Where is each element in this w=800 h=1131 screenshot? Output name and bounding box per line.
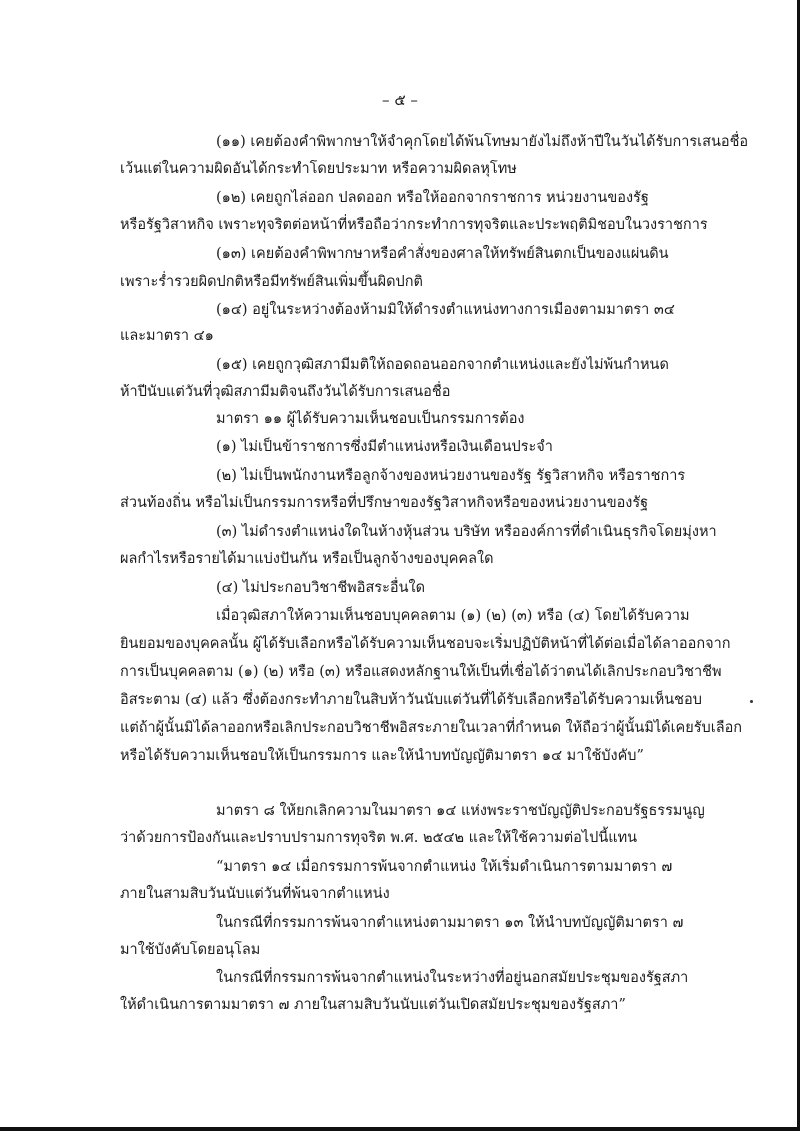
text-line: (๑๕) เคยถูกวุฒิสภามีมติให้ถอดถอนออกจากตำแหน่งและยังไม่พ้นกำหนด <box>216 357 669 373</box>
text-line: ยินยอมของบุคคลนั้น ผู้ได้รับเลือกหรือได้รับความเห็นชอบจะเริ่มปฏิบัติหน้าที่ได้ต่อเมื่อได้ลาออกจาก <box>120 636 731 652</box>
text-line: เมื่อวุฒิสภาให้ความเห็นชอบบุคคลตาม (๑) (๒) (๓) หรือ (๔) โดยได้รับความ <box>216 608 690 624</box>
text-line: (๑๑) เคยต้องคำพิพากษาให้จำคุกโดยได้พ้นโทษมายังไม่ถึงห้าปีในวันได้รับการเสนอชื่อ <box>216 134 749 150</box>
text-line: (๒) ไม่เป็นพนักงานหรือลูกจ้างของหน่วยงานของรัฐ รัฐวิสาหกิจ หรือราชการ <box>216 468 686 484</box>
text-line: (๑๒) เคยถูกไล่ออก ปลดออก หรือให้ออกจากราชการ หน่วยงานของรัฐ <box>216 190 649 206</box>
text-line: อิสระตาม (๔) แล้ว ซึ่งต้องกระทำภายในสิบห้าวันนับแต่วันที่ได้รับเลือกหรือได้รับความเห็นชอบ <box>120 692 702 708</box>
text-line: (๓) ไม่ดำรงตำแหน่งใดในห้างหุ้นส่วน บริษัท หรือองค์การที่ดำเนินธุรกิจโดยมุ่งหา <box>216 524 717 540</box>
text-line: ผลกำไรหรือรายได้มาแบ่งปันกัน หรือเป็นลูกจ้างของบุคคลใด <box>120 551 494 567</box>
text-line: ส่วนท้องถิ่น หรือไม่เป็นกรรมการหรือที่ปรึกษาของรัฐวิสาหกิจหรือของหน่วยงานของรัฐ <box>120 495 649 511</box>
text-line: ในกรณีที่กรรมการพ้นจากตำแหน่งตามมาตรา ๑๓ ให้นำบทบัญญัติมาตรา ๗ <box>216 915 684 931</box>
text-line: เพราะร่ำรวยผิดปกติหรือมีทรัพย์สินเพิ่มขึ้นผิดปกติ <box>120 274 423 290</box>
text-line: หรือได้รับความเห็นชอบให้เป็นกรรมการ และให้นำบทบัญญัติมาตรา ๑๔ มาใช้บังคับ” <box>120 748 644 764</box>
page-number: – ๕ – <box>382 91 418 109</box>
text-line: การเป็นบุคคลตาม (๑) (๒) หรือ (๓) หรือแสดงหลักฐานให้เป็นที่เชื่อได้ว่าตนได้เลิกประกอบวิชาชีพ <box>120 664 722 680</box>
text-line: (๔) ไม่ประกอบวิชาชีพอิสระอื่นใด <box>216 580 425 596</box>
text-line: มาใช้บังคับโดยอนุโลม <box>120 942 261 958</box>
text-line: แต่ถ้าผู้นั้นมิได้ลาออกหรือเลิกประกอบวิชาชีพอิสระภายในเวลาที่กำหนด ให้ถือว่าผู้นั้นมิได้เคยรับเลือก <box>120 720 743 736</box>
text-line: “มาตรา ๑๔ เมื่อกรรมการพ้นจากตำแหน่ง ให้เริ่มดำเนินการตามมาตรา ๗ <box>216 859 673 875</box>
text-line: มาตรา ๘ ให้ยกเลิกความในมาตรา ๑๔ แห่งพระราชบัญญัติประกอบรัฐธรรมนูญ <box>216 803 705 819</box>
text-line: (๑๓) เคยต้องคำพิพากษาหรือคำสั่งของศาลให้ทรัพย์สินตกเป็นของแผ่นดิน <box>216 246 669 262</box>
text-line: ให้ดำเนินการตามมาตรา ๗ ภายในสามสิบวันนับแต่วันเปิดสมัยประชุมของรัฐสภา” <box>120 997 626 1013</box>
text-line: ในกรณีที่กรรมการพ้นจากตำแหน่งในระหว่างที่อยู่นอกสมัยประชุมของรัฐสภา <box>216 970 689 986</box>
text-line: มาตรา ๑๑ ผู้ได้รับความเห็นชอบเป็นกรรมการต้อง <box>216 411 525 427</box>
text-line: ห้าปีนับแต่วันที่วุฒิสภามีมติจนถึงวันได้รับการเสนอชื่อ <box>120 384 451 400</box>
scan-mark <box>750 700 753 703</box>
text-line: หรือรัฐวิสาหกิจ เพราะทุจริตต่อหน้าที่หรือถือว่ากระทำการทุจริตและประพฤติมิชอบในวงราชการ <box>120 217 708 233</box>
text-line: ว่าด้วยการป้องกันและปราบปรามการทุจริต พ.ศ. ๒๕๔๒ และให้ใช้ความต่อไปนี้แทน <box>120 830 638 846</box>
text-line: เว้นแต่ในความผิดอันได้กระทำโดยประมาท หรือความผิดลหุโทษ <box>120 161 517 177</box>
text-line: ภายในสามสิบวันนับแต่วันที่พ้นจากตำแหน่ง <box>120 886 390 902</box>
text-line: และมาตรา ๔๑ <box>120 328 214 344</box>
text-line: (๑๔) อยู่ในระหว่างต้องห้ามมิให้ดำรงตำแหน่งทางการเมืองตามมาตรา ๓๔ <box>216 302 675 318</box>
page-edge-bottom <box>0 1127 800 1131</box>
text-line: (๑) ไม่เป็นข้าราชการซึ่งมีตำแหน่งหรือเงินเดือนประจำ <box>216 439 553 455</box>
